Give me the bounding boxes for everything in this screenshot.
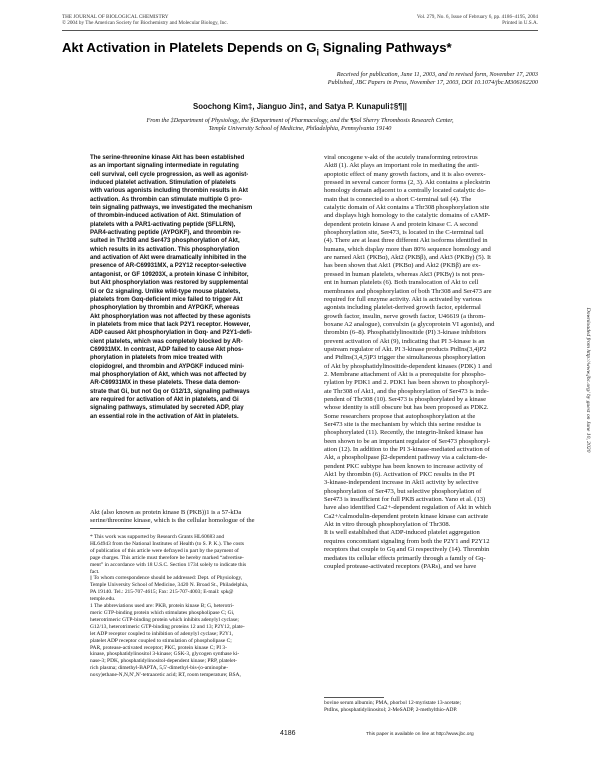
volume-line: Vol. 279, No. 6, Issue of February 6, pp. 4186–4195, 2004 — [416, 14, 538, 20]
footnote-rule — [90, 528, 150, 529]
published-line: Published, JBC Papers in Press, November 17, 2003, DOI 10.1074/jbc.M306162200 — [327, 78, 538, 86]
copyright-line: © 2004 by The American Society for Biochemistry and Molecular Biology, Inc. — [62, 20, 228, 27]
footnotes: * This work was supported by Research Grants HL60683 and HL64943 from the National Institutes of Health (to S. P. K.). The costs of publication of this article were defrayed in part by the payment of page charges. This article must therefore be hereby marked “advertise- ment” in accordance with 18 U.S.C. Section 1734 solely to indicate this fact. || To whom correspondence should be addressed: Dept. of Physiology, Temple University School of Medicine, 3420 N. Broad St., Philadelphia, PA 19140. Tel.: 215-707-4615; Fax: 215-707-4003; E-mail: spk@ temple.edu. 1 The abbreviations used are: PKB, protein kinase B; G, heterotri- meric GTP-binding protein which stimulates phospholipase C; Gi, heterotrimeric GTP-binding protein which inhibits adenylyl cyclase; G12/13, heterotrimeric GTP-binding proteins 12 and 13; P2Y12, plate- let ADP receptor coupled to inhibition of adenylyl cyclase; P2Y1, platelet ADP receptor coupled to stimulation of phospholipase C; PAR, protease-activated receptor; PKC, protein kinase C; PI 3- kinase, phosphatidylinositol 3-kinase; GSK-3, glycogen synthase ki- nase-3; PDK, phosphatidylinositol-dependent kinase; PRP, platelet- rich plasma; dimethyl-BAPTA, 5,5′-dimethyl-bis-(o-aminophe- noxy)ethane-N,N,N′,N′-tetraacetic acid; RT, room temperature; BSA, — [90, 534, 249, 679]
download-watermark: Downloaded from http://www.jbc.org/ by guest on June 10, 2020 — [585, 307, 591, 453]
introduction-paragraph: Akt (also known as protein kinase B (PKB))1 is a 57-kDa serine/threonine kinase, which is the cellular homologue of the — [90, 509, 255, 525]
footnote-continued: bovine serum albumin; PMA, phorbol 12-myristate 13-acetate; PtdIns, phosphatidylinositol; 2-MeSADP, 2-methylthio-ADP. — [324, 700, 461, 713]
page-number: 4186 — [280, 730, 296, 737]
printed-line: Printed in U.S.A. — [502, 20, 538, 27]
abstract: The serine-threonine kinase Akt has been established as an important signaling intermediate in regulating cell survival, cell cycle progression, as well as agonist- induced platelet activation. Stimulation of platelets with various agonists including thrombin results in Akt activation. As thrombin can stimulate multiple G pro- tein signaling pathways, we investigated the mechanism of thrombin-induced activation of Akt. Stimulation of platelets with a PAR1-activating peptide (SFLLRN), PAR4-activating peptide (AYPGKF), and thrombin re- sulted in Thr308 and Ser473 phosphorylation of Akt, which results in its activation. This phosphorylation and activation of Akt were dramatically inhibited in the presence of AR-C69931MX, a P2Y12 receptor-selective antagonist, or GF 109203X, a protein kinase C inhibitor, but Akt phosphorylation was restored by supplemental Gi or Gz signaling. Unlike wild-type mouse platelets, platelets from Gαq-deficient mice failed to trigger Akt phosphorylation by thrombin and AYPGKF, whereas Akt phosphorylation was not affected by these agonists in platelets from mice that lack P2Y1 receptor. However, ADP caused Akt phosphorylation in Gαq- and P2Y1-defi- cient platelets, which was completely blocked by AR- C69931MX. In contrast, ADP failed to cause Akt phos- phorylation in platelets from mice treated with clopidogrel, and thrombin and AYPGKF induced mini- mal phosphorylation of Akt, which was not affected by AR-C69931MX in these platelets. These data demon- strate that Gi, but not Gq or G12/13, signaling pathways are required for activation of Akt in platelets, and Gi signaling pathways, stimulated by secreted ADP, play an essential role in the activation of Akt in platelets. — [90, 155, 253, 420]
online-note: This paper is available on line at http://www.jbc.org — [366, 732, 474, 737]
footnote-rule-right — [324, 697, 384, 698]
author-list: Soochong Kim‡, Jianguo Jin‡, and Satya P. Kunapuli‡§¶|| — [193, 102, 407, 111]
publication-dates — [328, 71, 538, 86]
header-rule — [62, 30, 538, 31]
affiliation: From the ‡Department of Physiology, the §Department of Pharmacology, and the ¶Sol Sherry Thrombosis Research Center, Temple University School of Medicine, Philadelphia, Pennsylvania 19140 — [146, 117, 454, 132]
article-title: Akt Activation in Platelets Depends on $G_i$ Signaling Pathways* — [62, 40, 452, 58]
body-text-right-column: viral oncogene v-akt of the acutely transforming retrovirus Akt8 (1). Akt plays an important role in mediating the anti- apoptotic effect of many growth factors, and it is also overex- pressed in several cancer forms (2, 3). Akt contains a pleckstrin homology domain adjacent to a centrally located catalytic do- main that is connected to a short C-terminal tail (4). The catalytic domain of Akt contains a Thr308 phosphorylation site and displays high homology to the catalytic domains of cAMP- dependent protein kinase A and protein kinase C. A second phosphorylation site, Ser473, is located in the C-terminal tail (4). There are at least three different Akt isoforms identified in humans, which display more than 80% sequence homology and are named Akt1 (PKBα), Akt2 (PKBβ), and Akt3 (PKBγ) (5). It has been shown that Akt1 (PKBα) and Akt2 (PKBβ) are ex- pressed in human platelets, whereas Akt3 (PKBγ) is not pres- ent in human platelets (6). Both translocation of Akt to cell membranes and phosphorylation of both Thr308 and Ser473 are required for full enzyme activity. Akt is activated by various agonists including platelet-derived growth factor, epidermal growth factor, insulin, nerve growth factor, U46619 (a throm- boxane A2 analogue), convulxin (a glycoprotein VI agonist), and thrombin (6–8). Phosphatidylinositide (PI) 3-kinase inhibitors prevent activation of Akt (9), indicating that PI 3-kinase is an upstream regulator of Akt. PI 3-kinase products PtdIns(3,4)P2 and PtdIns(3,4,5)P3 trigger the simultaneous phosphorylation of Akt by phosphatidylinositide-dependent kinases (PDK) 1 and 2. Membrane attachment of Akt is a prerequisite for phospho- rylation by PDK1 and 2. PDK1 has been shown to phosphoryl- ate Thr308 of Akt1, and the phosphorylation of Ser473 is inde- pendent of Thr308 (10). Ser473 is phosphorylated by a kinase whose identity is still obscure but has been proposed as PDK2. Some researchers propose that autophosphorylation at the Ser473 site is the mechanism by which this serine residue is phosphorylated (11). Recently, the integrin-linked kinase has been shown to be an important regulator of Ser473 phosphoryl- ation (12). In addition to the PI 3-kinase-mediated activation of Akt, a phospholipase β2-dependent pathway via a calcium-de- pendent PKC subtype has been known to increase activity of Akt1 by thrombin (6). Activation of PKC results in the PI 3-kinase-independent increase in Akt1 activity by selective phosphorylation of Ser473, but selective phosphorylation of Ser473 is insufficient for full PKB activation. Yano et al. (13) have also identified Ca2+-dependent regulation of Akt in which Ca2+/calmodulin-dependent protein kinase kinase can activate Akt in vitro through phosphorylation of Thr308. It is well established that ADP-induced platelet aggregation requires concomitant signaling from both the P2Y1 and P2Y12 receptors that couple to Gq and Gi respectively (14). Thrombin mediates its cellular effects primarily through a family of Gq- coupled protease-activated receptors (PARs), and we have — [324, 154, 495, 570]
journal-name: THE JOURNAL OF BIOLOGICAL CHEMISTRY — [62, 14, 169, 20]
received-line: Received for publication, June 11, 2003, and in revised form, November 17, 2003 — [336, 71, 538, 78]
